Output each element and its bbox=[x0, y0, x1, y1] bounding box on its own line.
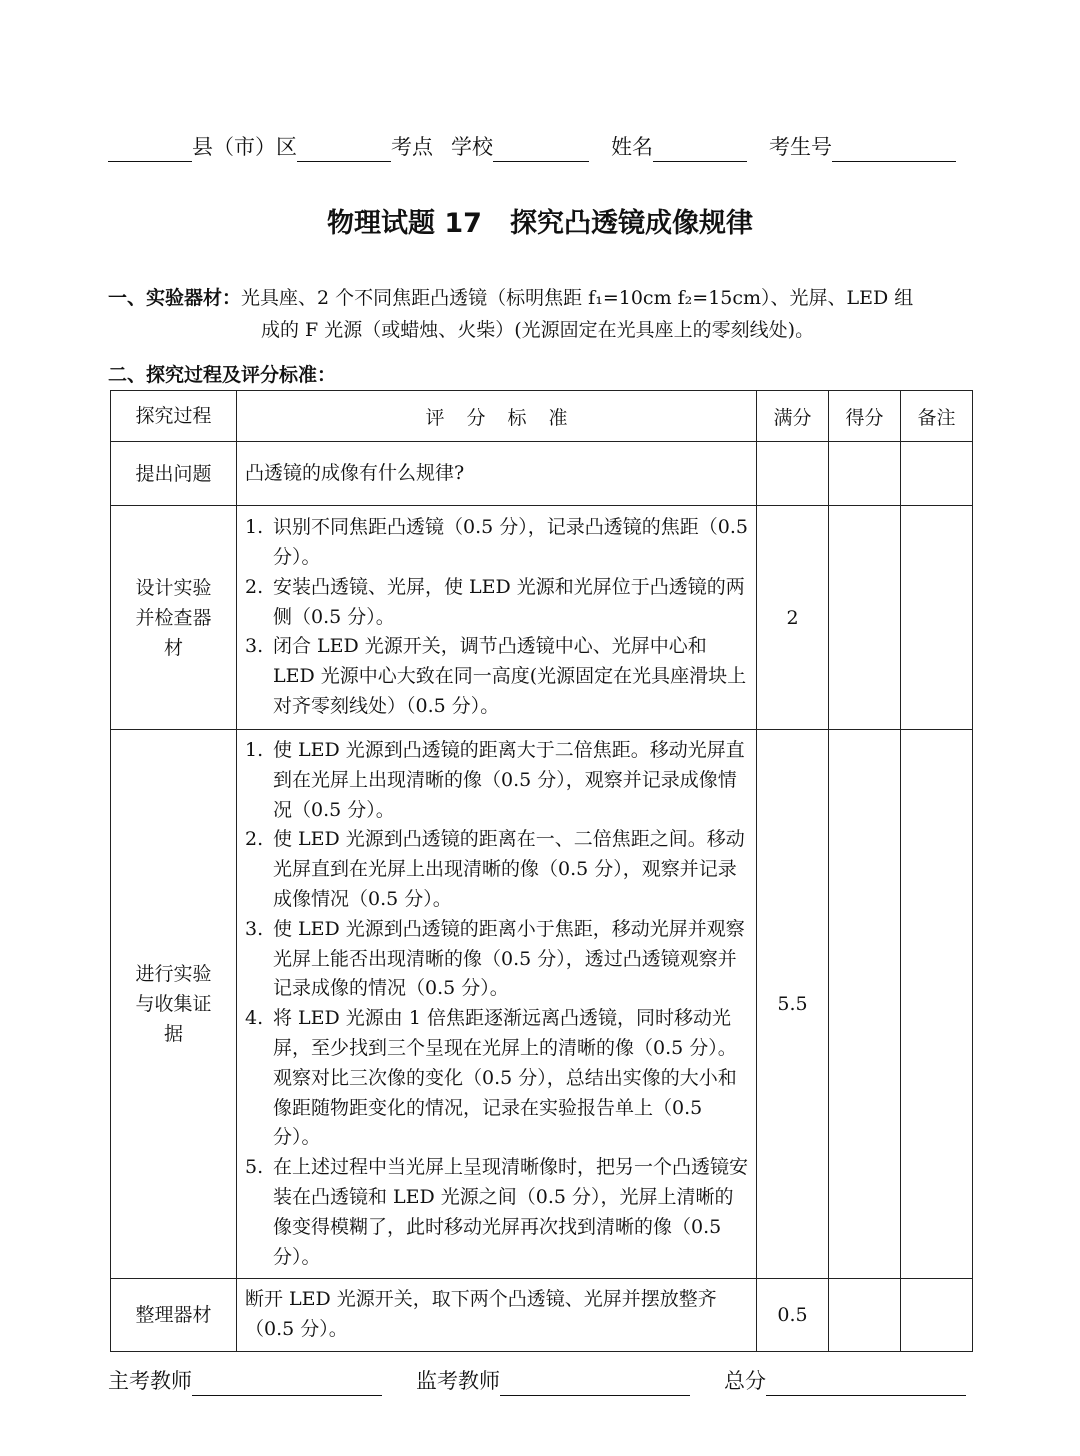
table-row bbox=[111, 506, 973, 730]
process-cell: 进行实验与收集证据 bbox=[111, 730, 237, 1279]
header-process: 探究过程 bbox=[111, 391, 237, 442]
title-topic: 探究凸透镜成像规律 bbox=[509, 208, 753, 239]
county-label: 县（市）区 bbox=[192, 135, 297, 159]
process-cell: 整理器材 bbox=[111, 1279, 237, 1352]
full-score-cell: 2 bbox=[757, 506, 829, 730]
total-label: 总分 bbox=[724, 1369, 766, 1393]
title-number: 物理试题 17 bbox=[327, 208, 482, 239]
criteria-cell: 凸透镜的成像有什么规律? bbox=[237, 442, 757, 506]
equipment-line-2: 成的 F 光源（或蜡烛、火柴）(光源固定在光具座上的零刻线处)。 bbox=[261, 319, 815, 341]
name-blank[interactable] bbox=[653, 137, 747, 162]
exam-site-label: 考点 bbox=[391, 135, 433, 159]
table-row bbox=[111, 730, 973, 1279]
exam-site-blank[interactable] bbox=[297, 137, 391, 162]
school-label: 学校 bbox=[451, 135, 493, 159]
score-cell[interactable] bbox=[829, 1279, 901, 1352]
table-header-row bbox=[111, 391, 973, 442]
criteria-item: 2. 安装凸透镜、光屏，使 LED 光源和光屏位于凸透镜的两侧（0.5 分）。 bbox=[245, 575, 745, 628]
process-cell: 设计实验并检查器材 bbox=[111, 506, 237, 730]
page-title bbox=[0, 206, 1080, 242]
school-blank[interactable] bbox=[493, 137, 589, 162]
exam-header bbox=[108, 132, 972, 162]
student-no-label: 考生号 bbox=[769, 135, 832, 159]
note-cell[interactable] bbox=[901, 1279, 973, 1352]
criteria-item: 3. 使 LED 光源到凸透镜的距离小于焦距，移动光屏并观察光屏上能否出现清晰的像（0.5 分），透过凸透镜观察并记录成像的情况（0.5 分）。 bbox=[245, 917, 745, 1000]
criteria-item: 1. 使 LED 光源到凸透镜的距离大于二倍焦距。移动光屏直到在光屏上出现清晰的像（0.5 分），观察并记录成像情况（0.5 分）。 bbox=[245, 739, 745, 821]
equipment-label: 一、实验器材： bbox=[108, 287, 242, 309]
county-blank[interactable] bbox=[108, 137, 192, 162]
criteria-item: 3. 闭合 LED 光源开关，调节凸透镜中心、光屏中心和 LED 光源中心大致在同一高度(光源固定在光具座滑块上对齐零刻线处）（0.5 分）。 bbox=[245, 635, 747, 717]
criteria-cell bbox=[237, 730, 757, 1279]
header-criteria: 评分标准 bbox=[237, 391, 757, 442]
criteria-cell: 断开 LED 光源开关，取下两个凸透镜、光屏并摆放整齐（0.5 分）。 bbox=[237, 1279, 757, 1352]
equipment-line-1: 光具座、2 个不同焦距凸透镜（标明焦距 f₁=10cm f₂=15cm）、光屏、LED 组 bbox=[241, 287, 914, 309]
score-cell[interactable] bbox=[829, 730, 901, 1279]
name-label: 姓名 bbox=[611, 135, 653, 159]
header-score: 得分 bbox=[829, 391, 901, 442]
criteria-item: 4. 将 LED 光源由 1 倍焦距逐渐远离凸透镜，同时移动光屏，至少找到三个呈现在光屏上的清晰的像（0.5 分）。观察对比三次像的变化（0.5 分），总结出实像的大小和像距随物距变化的情况，记录在实验报告单上（0.5 分）。 bbox=[245, 1007, 737, 1149]
header-note: 备注 bbox=[901, 391, 973, 442]
scoring-table bbox=[110, 390, 973, 1352]
note-cell[interactable] bbox=[901, 442, 973, 506]
proctor-label: 监考教师 bbox=[416, 1369, 500, 1393]
score-cell[interactable] bbox=[829, 442, 901, 506]
table-row bbox=[111, 442, 973, 506]
chief-examiner-label: 主考教师 bbox=[108, 1369, 192, 1393]
student-no-blank[interactable] bbox=[832, 137, 956, 162]
full-score-cell: 0.5 bbox=[757, 1279, 829, 1352]
header-full-score: 满分 bbox=[757, 391, 829, 442]
chief-examiner-blank[interactable] bbox=[192, 1371, 382, 1396]
score-cell[interactable] bbox=[829, 506, 901, 730]
proctor-blank[interactable] bbox=[500, 1371, 690, 1396]
criteria-item: 1. 识别不同焦距凸透镜（0.5 分），记录凸透镜的焦距（0.5 分）。 bbox=[245, 516, 748, 568]
note-cell[interactable] bbox=[901, 730, 973, 1279]
criteria-item: 2. 使 LED 光源到凸透镜的距离在一、二倍焦距之间。移动光屏直到在光屏上出现清晰的像（0.5 分），观察并记录成像情况（0.5 分）。 bbox=[245, 828, 745, 910]
full-score-cell: 5.5 bbox=[757, 730, 829, 1279]
table-row bbox=[111, 1279, 973, 1352]
process-section-heading: 二、探究过程及评分标准： bbox=[108, 364, 337, 386]
criteria-cell bbox=[237, 506, 757, 730]
note-cell[interactable] bbox=[901, 506, 973, 730]
equipment-section bbox=[108, 282, 978, 346]
process-cell: 提出问题 bbox=[111, 442, 237, 506]
signature-footer bbox=[108, 1366, 972, 1396]
criteria-item: 5. 在上述过程中当光屏上呈现清晰像时，把另一个凸透镜安装在凸透镜和 LED 光源之间（0.5 分），光屏上清晰的像变得模糊了，此时移动光屏再次找到清晰的像（0.5 分）。 bbox=[245, 1156, 749, 1268]
total-score-blank[interactable] bbox=[766, 1371, 966, 1396]
full-score-cell bbox=[757, 442, 829, 506]
